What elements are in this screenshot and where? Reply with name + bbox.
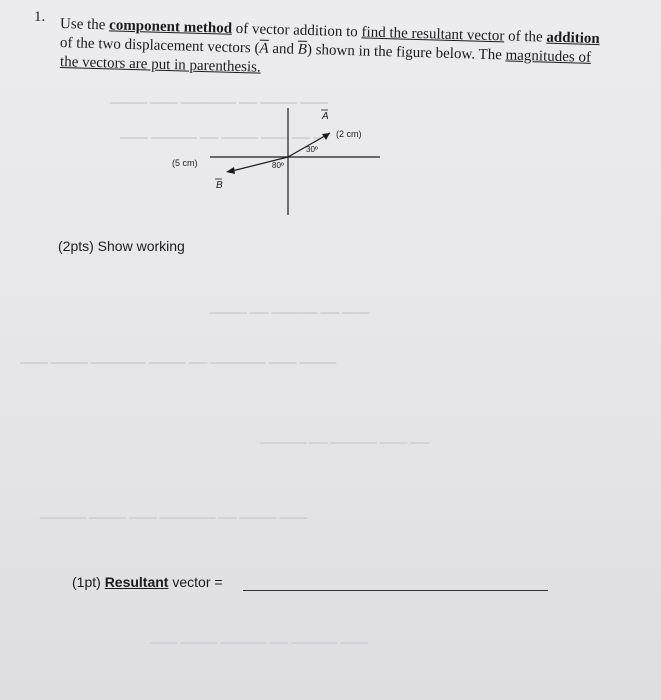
bleed-through-text: ▁▁▁ ▁▁ ▁▁▁▁▁ ▁▁ ▁▁▁▁: [210, 300, 370, 314]
vector-a-angle: 30º: [306, 145, 318, 154]
bleed-through-text: ▁▁▁ ▁▁▁▁▁ ▁▁ ▁▁▁▁▁ ▁▁▁▁ ▁▁▁: [150, 630, 369, 644]
vector-b-symbol: $\overline{B}$: [297, 41, 308, 58]
vector-a-magnitude: (2 cm): [336, 129, 362, 139]
vector-b-arrowhead: [226, 167, 235, 174]
question-line-2: of the two displacement vectors ($\overline{A}$ and $\overline{B}$) shown in the figure below. The magnitudes of: [59, 35, 592, 66]
resultant-answer-blank[interactable]: [243, 590, 548, 591]
bleed-through-text: ▁▁▁▁ ▁▁▁ ▁▁▁▁▁▁ ▁▁ ▁▁▁▁ ▁▁▁▁▁▁ ▁▁▁▁ ▁▁▁: [20, 350, 337, 364]
addition-text: addition: [546, 29, 600, 48]
vector-a-symbol: $\overline{A}$: [259, 40, 269, 57]
vector-b-label: B: [216, 180, 223, 191]
show-working-prompt: (2pts) Show working: [58, 238, 185, 254]
vector-b-magnitude: (5 cm): [172, 158, 198, 168]
bleed-through-text: ▁▁▁ ▁▁▁▁ ▁▁ ▁▁▁▁▁▁ ▁▁▁ ▁▁▁▁: [110, 90, 329, 104]
question-number: 1.: [34, 9, 46, 25]
question-line-1: Use the component method of vector addition to find the resultant vector of the addition: [59, 16, 600, 48]
component-method-text: component method: [108, 17, 233, 37]
vector-diagram: [160, 100, 400, 220]
question-line-3: the vectors are put in parenthesis.: [59, 54, 261, 76]
bleed-through-text: ▁▁▁ ▁▁▁▁ ▁▁ ▁▁▁▁▁▁ ▁▁▁ ▁▁▁▁ ▁▁▁▁▁: [40, 505, 308, 519]
bleed-through-text: ▁▁ ▁▁▁ ▁▁▁▁▁ ▁▁ ▁▁▁▁▁: [260, 430, 429, 444]
magnitudes-text: magnitudes of: [505, 47, 592, 66]
vector-b-angle: 80º: [272, 161, 284, 170]
resultant-label: Resultant: [104, 574, 169, 590]
find-resultant-text: find the resultant vector: [361, 24, 505, 45]
vector-a-label: A: [322, 111, 329, 122]
resultant-prompt: (1pt) Resultant vector =: [72, 574, 223, 590]
bleed-through-text: ▁ ▁▁ ▁▁▁ ▁▁▁▁ ▁▁ ▁▁▁▁▁ ▁▁▁: [120, 125, 323, 139]
